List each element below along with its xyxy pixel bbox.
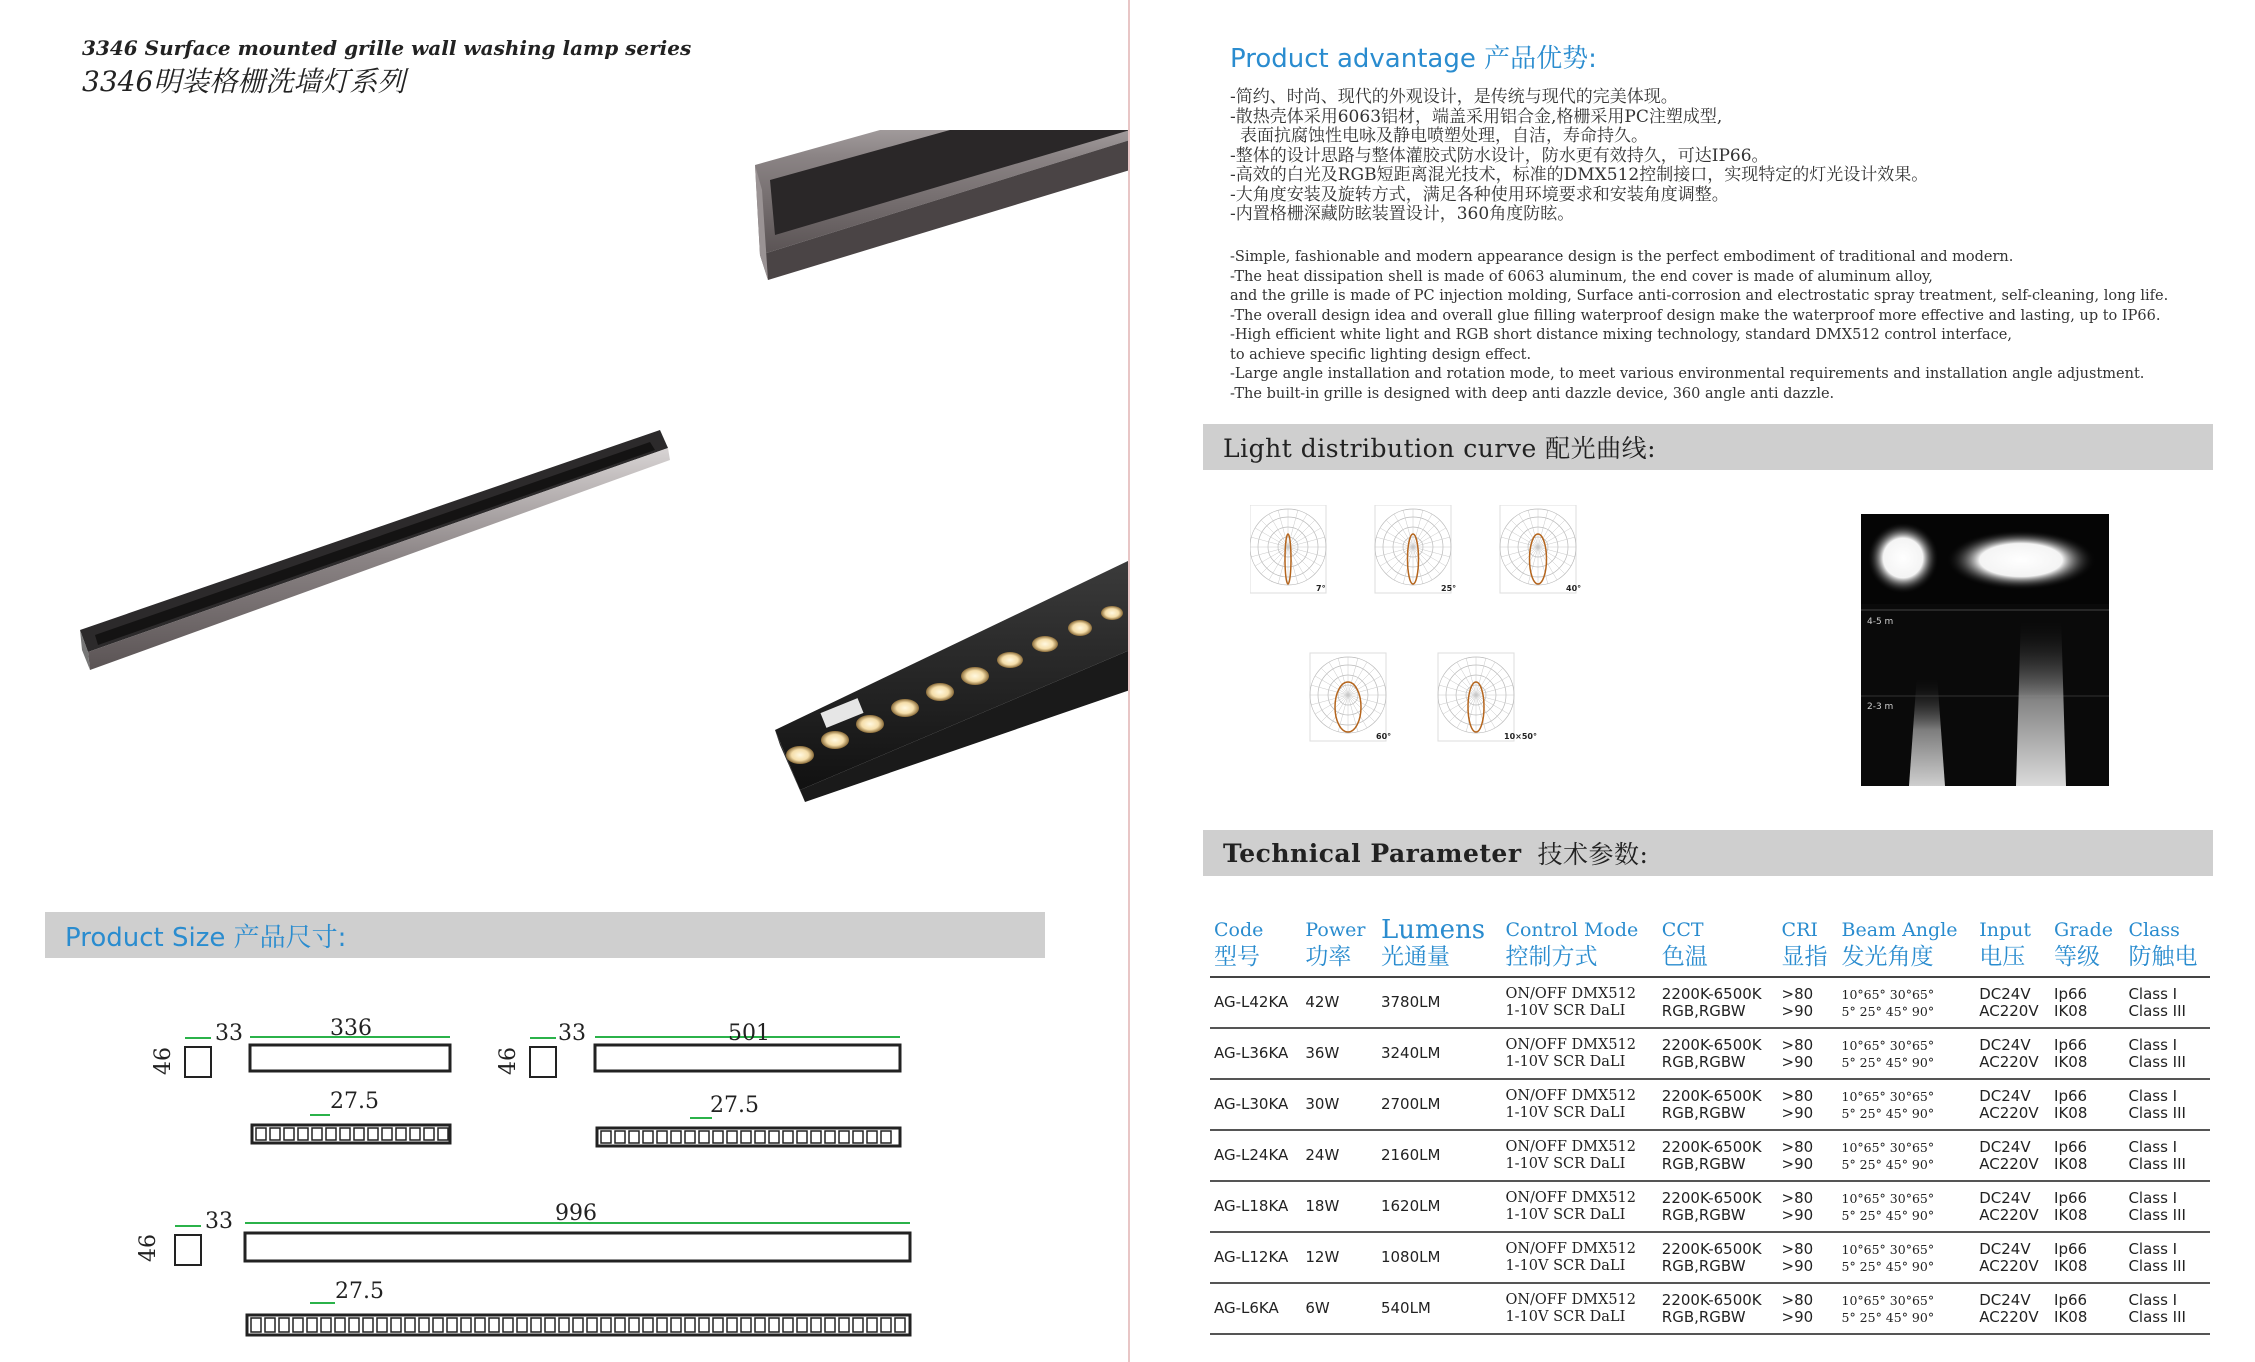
adv-cn-line: -内置格栅深藏防眩装置设计，360角度防眩。 — [1230, 204, 1575, 224]
power-cell — [1301, 977, 1377, 1028]
beam-cell — [1838, 977, 1976, 1028]
table-row — [1210, 1283, 2210, 1334]
light-distribution-band — [1203, 424, 2213, 470]
lumens-cell-value: 3240LM — [1380, 1044, 1441, 1062]
power-cell-value: 12W — [1305, 1248, 1340, 1266]
beam-cell-value: 10°65° 30°65° — [1841, 1241, 1935, 1257]
cct-cell-value: RGB,RGBW — [1661, 1001, 1746, 1020]
light-distribution-title: Light distribution curve 配光曲线: — [1223, 434, 1657, 463]
class-cell-value: Class I — [2128, 1239, 2178, 1258]
polar-angle-label: 60° — [1376, 732, 1392, 741]
beam-cell — [1838, 1130, 1976, 1181]
grade-cell — [2050, 1181, 2124, 1232]
cct-cell — [1658, 1283, 1778, 1334]
grade-cell — [2050, 1283, 2124, 1334]
large-height-label: 46 — [136, 1234, 161, 1262]
input-cell-value: DC24V — [1979, 984, 2031, 1003]
control-cell-value: ON/OFF DMX512 — [1505, 1189, 1637, 1206]
power-cell — [1301, 1079, 1377, 1130]
grade-cell-value: IK08 — [2054, 1052, 2088, 1071]
code-cell — [1210, 1232, 1301, 1283]
cri-cell — [1778, 1283, 1838, 1334]
power-cell — [1301, 1130, 1377, 1181]
column-header-cn: 功率 — [1305, 944, 1352, 970]
column-header-cn: 防触电 — [2128, 944, 2198, 970]
grade-cell — [2050, 1028, 2124, 1079]
column-header — [1838, 918, 1976, 977]
cct-cell — [1658, 1079, 1778, 1130]
input-cell — [1975, 1232, 2050, 1283]
code-cell-value: AG-L6KA — [1214, 1299, 1279, 1317]
technical-table — [1210, 915, 2210, 1335]
lumens-cell-value: 2700LM — [1380, 1095, 1441, 1113]
large-pitch-label: 27.5 — [335, 1279, 384, 1304]
beam-cell-value: 5° 25° 45° 90° — [1841, 1258, 1935, 1274]
class-cell — [2124, 1130, 2210, 1181]
class-cell-value: Class III — [2128, 1103, 2186, 1122]
cct-cell-value: RGB,RGBW — [1661, 1205, 1746, 1224]
grade-cell — [2050, 1232, 2124, 1283]
beam-cell-value: 5° 25° 45° 90° — [1841, 1054, 1935, 1070]
beam-cell-value: 10°65° 30°65° — [1841, 1292, 1935, 1308]
beam-cell-value: 10°65° 30°65° — [1841, 1088, 1935, 1104]
input-cell — [1975, 977, 2050, 1028]
column-header-en: Grade — [2054, 919, 2114, 941]
column-header-en: CRI — [1781, 919, 1818, 941]
input-cell-value: DC24V — [1979, 1290, 2031, 1309]
grade-cell-value: IK08 — [2054, 1307, 2088, 1326]
input-cell — [1975, 1130, 2050, 1181]
series-title-cn: 3346明装格栅洗墙灯系列 — [82, 65, 406, 98]
cct-cell-value: 2200K-6500K — [1661, 984, 1762, 1003]
polar-angle-label: 25° — [1441, 584, 1457, 593]
class-cell-value: Class I — [2128, 1290, 2178, 1309]
right-page — [1130, 0, 2255, 1362]
class-cell-value: Class I — [2128, 984, 2178, 1003]
polar-diagram — [1500, 505, 1581, 593]
adv-cn-line: -散热壳体采用6063铝材，端盖采用铝合金,格栅采用PC注塑成型, — [1230, 106, 1723, 127]
column-header — [1501, 918, 1657, 977]
power-cell-value: 24W — [1305, 1146, 1340, 1164]
input-cell-value: AC220V — [1979, 1154, 2039, 1173]
cri-cell-value: >80 — [1781, 1137, 1814, 1156]
control-cell-value: 1-10V SCR DaLI — [1505, 1206, 1626, 1223]
adv-en-line: -The overall design idea and overall glue filling waterproof design make the waterproof more effective and lasting, up to IP66. — [1230, 307, 2161, 324]
oval-spot — [1946, 530, 2096, 590]
code-cell-value: AG-L36KA — [1214, 1044, 1289, 1062]
adv-en-line: -Large angle installation and rotation mode, to meet various environmental requirements and installation angle adjustment. — [1230, 366, 2145, 382]
input-cell-value: AC220V — [1979, 1307, 2039, 1326]
cri-cell — [1778, 1181, 1838, 1232]
code-cell — [1210, 1181, 1301, 1232]
cct-cell-value: 2200K-6500K — [1661, 1086, 1762, 1105]
grade-cell-value: Ip66 — [2054, 1188, 2088, 1207]
control-cell — [1501, 1079, 1657, 1130]
small-height-label: 46 — [151, 1047, 176, 1075]
grade-cell — [2050, 1130, 2124, 1181]
cct-cell-value: 2200K-6500K — [1661, 1035, 1762, 1054]
adv-cn-line: -简约、时尚、现代的外观设计，是传统与现代的完美体现。 — [1230, 87, 1678, 107]
medium-pitch-label: 27.5 — [710, 1093, 759, 1118]
cri-cell — [1778, 1130, 1838, 1181]
power-cell-value: 36W — [1305, 1044, 1340, 1062]
input-cell — [1975, 1181, 2050, 1232]
dimension-medium — [496, 1021, 900, 1146]
grade-cell — [2050, 1079, 2124, 1130]
control-cell — [1501, 1028, 1657, 1079]
beam-cell-value: 5° 25° 45° 90° — [1841, 1105, 1935, 1121]
control-cell-value: ON/OFF DMX512 — [1505, 1087, 1637, 1104]
adv-en-line: -The built-in grille is designed with deep anti dazzle device, 360 angle anti dazzle. — [1230, 385, 1835, 402]
column-header-en: Class — [2128, 919, 2180, 941]
adv-cn-line: 表面抗腐蚀性电咏及静电喷塑处理，自洁，寿命持久。 — [1240, 126, 1648, 146]
grade-cell-value: Ip66 — [2054, 1239, 2088, 1258]
table-header-row — [1210, 918, 2210, 977]
beam-cell — [1838, 1181, 1976, 1232]
control-cell-value: ON/OFF DMX512 — [1505, 1036, 1637, 1053]
column-header-en: Lumens — [1380, 915, 1486, 945]
lumens-cell-value: 540LM — [1380, 1299, 1431, 1317]
control-cell-value: 1-10V SCR DaLI — [1505, 1104, 1626, 1121]
column-header-en: Input — [1979, 919, 2032, 941]
control-cell-value: ON/OFF DMX512 — [1505, 1138, 1637, 1155]
code-cell-value: AG-L24KA — [1214, 1146, 1289, 1164]
product-size-band — [45, 912, 1045, 958]
beam-cell-value: 10°65° 30°65° — [1841, 1139, 1935, 1155]
polar-curves — [1250, 505, 1690, 805]
polar-diagram — [1310, 653, 1391, 741]
beam-cell-value: 5° 25° 45° 90° — [1841, 1207, 1935, 1223]
column-header-en: Control Mode — [1505, 919, 1639, 941]
input-cell-value: DC24V — [1979, 1188, 2031, 1207]
beam-cell — [1838, 1028, 1976, 1079]
input-cell-value: AC220V — [1979, 1052, 2039, 1071]
code-cell — [1210, 1028, 1301, 1079]
small-pitch-label: 27.5 — [330, 1089, 379, 1114]
table-row — [1210, 1079, 2210, 1130]
technical-band — [1203, 830, 2213, 876]
round-spot — [1867, 522, 1939, 594]
table-row — [1210, 1232, 2210, 1283]
cct-cell — [1658, 1181, 1778, 1232]
product-size-title: Product Size 产品尺寸: — [65, 922, 347, 953]
input-cell-value: AC220V — [1979, 1205, 2039, 1224]
polar-angle-label: 10×50° — [1504, 732, 1537, 741]
fixture-bottom-right — [775, 560, 1130, 802]
table-row — [1210, 1181, 2210, 1232]
grade-cell-value: IK08 — [2054, 1256, 2088, 1275]
adv-en-line: to achieve specific lighting design effect. — [1230, 346, 1532, 363]
code-cell-value: AG-L12KA — [1214, 1248, 1289, 1266]
input-cell-value: AC220V — [1979, 1001, 2039, 1020]
lumens-cell — [1377, 1181, 1502, 1232]
cct-cell — [1658, 1232, 1778, 1283]
cri-cell-value: >80 — [1781, 1188, 1814, 1207]
column-header — [1975, 918, 2050, 977]
column-header-en: Code — [1214, 919, 1264, 941]
cct-cell-value: RGB,RGBW — [1661, 1154, 1746, 1173]
class-cell — [2124, 977, 2210, 1028]
cri-cell-value: >90 — [1781, 1205, 1814, 1224]
power-cell-value: 6W — [1305, 1299, 1330, 1317]
beam-cell-value: 10°65° 30°65° — [1841, 1037, 1935, 1053]
technical-title-cn: 技术参数: — [1537, 840, 1649, 869]
power-cell-value: 30W — [1305, 1095, 1340, 1113]
cct-cell — [1658, 977, 1778, 1028]
polar-diagram — [1438, 653, 1537, 741]
lumens-cell-value: 1620LM — [1380, 1197, 1441, 1215]
cri-cell — [1778, 977, 1838, 1028]
power-cell — [1301, 1232, 1377, 1283]
grade-cell-value: IK08 — [2054, 1103, 2088, 1122]
control-cell-value: ON/OFF DMX512 — [1505, 1291, 1637, 1308]
cri-cell-value: >80 — [1781, 1239, 1814, 1258]
class-cell-value: Class III — [2128, 1001, 2186, 1020]
series-title-en: 3346 Surface mounted grille wall washing lamp series — [82, 36, 692, 60]
cri-cell-value: >90 — [1781, 1052, 1814, 1071]
adv-cn-line: -整体的设计思路与整体灌胶式防水设计，防水更有效持久，可达IP66。 — [1230, 145, 1769, 166]
control-cell-value: 1-10V SCR DaLI — [1505, 1257, 1626, 1274]
input-cell-value: DC24V — [1979, 1137, 2031, 1156]
advantages-cn — [1230, 88, 2230, 225]
column-header — [1778, 918, 1838, 977]
distance-label-far: 4-5 m — [1867, 617, 1894, 627]
column-header-cn: 显指 — [1781, 944, 1828, 970]
control-cell-value: 1-10V SCR DaLI — [1505, 1002, 1626, 1019]
column-header — [1210, 918, 1301, 977]
power-cell — [1301, 1181, 1377, 1232]
cct-cell — [1658, 1130, 1778, 1181]
medium-length-label: 501 — [728, 1021, 770, 1046]
column-header-cn: 电压 — [1979, 944, 2026, 970]
cri-cell-value: >80 — [1781, 984, 1814, 1003]
column-header-cn: 色温 — [1661, 944, 1708, 970]
class-cell — [2124, 1028, 2210, 1079]
control-cell — [1501, 1130, 1657, 1181]
column-header — [2050, 918, 2124, 977]
class-cell-value: Class I — [2128, 1188, 2178, 1207]
lumens-cell — [1377, 1232, 1502, 1283]
class-cell — [2124, 1181, 2210, 1232]
input-cell — [1975, 1079, 2050, 1130]
input-cell-value: DC24V — [1979, 1086, 2031, 1105]
input-cell-value: AC220V — [1979, 1256, 2039, 1275]
table-row — [1210, 1130, 2210, 1181]
power-cell — [1301, 1028, 1377, 1079]
code-cell-value: AG-L30KA — [1214, 1095, 1289, 1113]
column-header-cn: 发光角度 — [1841, 944, 1934, 970]
beam-cell-value: 5° 25° 45° 90° — [1841, 1309, 1935, 1325]
beam-cell — [1838, 1232, 1976, 1283]
lumens-cell — [1377, 1283, 1502, 1334]
beam-cell-value: 5° 25° 45° 90° — [1841, 1003, 1935, 1019]
lumens-cell — [1377, 1028, 1502, 1079]
input-cell — [1975, 1283, 2050, 1334]
cri-cell-value: >80 — [1781, 1035, 1814, 1054]
polar-diagram — [1250, 505, 1326, 593]
beam-cell-value: 5° 25° 45° 90° — [1841, 1156, 1935, 1172]
adv-en-line: -The heat dissipation shell is made of 6063 aluminum, the end cover is made of aluminum alloy, — [1230, 268, 1933, 285]
cct-cell-value: 2200K-6500K — [1661, 1137, 1762, 1156]
class-cell-value: Class I — [2128, 1137, 2178, 1156]
column-header — [1658, 918, 1778, 977]
beam-cell-value: 10°65° 30°65° — [1841, 986, 1935, 1002]
class-cell-value: Class III — [2128, 1052, 2186, 1071]
control-cell — [1501, 977, 1657, 1028]
code-cell — [1210, 977, 1301, 1028]
column-header — [2124, 918, 2210, 977]
cri-cell — [1778, 1232, 1838, 1283]
column-header-cn: 型号 — [1214, 944, 1260, 970]
grade-cell-value: Ip66 — [2054, 984, 2088, 1003]
class-cell-value: Class III — [2128, 1154, 2186, 1173]
cct-cell-value: 2200K-6500K — [1661, 1188, 1762, 1207]
cri-cell-value: >90 — [1781, 1103, 1814, 1122]
advantage-title: Product advantage 产品优势: — [1230, 44, 1597, 74]
control-cell — [1501, 1181, 1657, 1232]
column-header-en: Power — [1305, 919, 1366, 941]
column-header — [1301, 918, 1377, 977]
dimension-large — [136, 1201, 910, 1335]
dimension-small — [151, 1016, 450, 1143]
control-cell-value: ON/OFF DMX512 — [1505, 1240, 1637, 1257]
cri-cell-value: >90 — [1781, 1001, 1814, 1020]
beam-cell — [1838, 1283, 1976, 1334]
class-cell — [2124, 1079, 2210, 1130]
polar-diagram — [1375, 505, 1456, 593]
cct-cell-value: RGB,RGBW — [1661, 1256, 1746, 1275]
adv-cn-line: -高效的白光及RGB短距离混光技术，标准的DMX512控制接口，实现特定的灯光设计效果。 — [1230, 165, 1929, 185]
medium-height-label: 46 — [496, 1047, 521, 1075]
grade-cell — [2050, 977, 2124, 1028]
beam-photo — [1861, 514, 2109, 786]
input-cell-value: DC24V — [1979, 1035, 2031, 1054]
large-end-width-label: 33 — [205, 1209, 233, 1234]
grade-cell-value: Ip66 — [2054, 1086, 2088, 1105]
control-cell-value: 1-10V SCR DaLI — [1505, 1053, 1626, 1070]
lumens-cell-value: 2160LM — [1380, 1146, 1441, 1164]
cct-cell-value: RGB,RGBW — [1661, 1052, 1746, 1071]
cri-cell-value: >90 — [1781, 1256, 1814, 1275]
code-cell — [1210, 1130, 1301, 1181]
control-cell-value: 1-10V SCR DaLI — [1505, 1308, 1626, 1325]
control-cell — [1501, 1232, 1657, 1283]
column-header-cn: 等级 — [2054, 944, 2101, 970]
class-cell-value: Class III — [2128, 1256, 2186, 1275]
column-header-en: CCT — [1661, 919, 1704, 941]
cct-cell-value: RGB,RGBW — [1661, 1307, 1746, 1326]
fixture-middle — [80, 430, 670, 670]
technical-title-en: Technical Parameter — [1223, 838, 1522, 868]
table-row — [1210, 1028, 2210, 1079]
grade-cell-value: IK08 — [2054, 1205, 2088, 1224]
product-photo — [0, 130, 1130, 810]
fixture-top-right — [755, 130, 1130, 280]
power-cell — [1301, 1283, 1377, 1334]
power-cell-value: 42W — [1305, 993, 1340, 1011]
beam-cell — [1838, 1079, 1976, 1130]
power-cell-value: 18W — [1305, 1197, 1340, 1215]
cri-cell-value: >80 — [1781, 1290, 1814, 1309]
code-cell-value: AG-L18KA — [1214, 1197, 1289, 1215]
cct-cell-value: 2200K-6500K — [1661, 1239, 1762, 1258]
lumens-cell — [1377, 1130, 1502, 1181]
adv-en-line: -High efficient white light and RGB short distance mixing technology, standard DMX512 control interface, — [1230, 327, 2012, 343]
grade-cell-value: IK08 — [2054, 1001, 2088, 1020]
beam-cell-value: 10°65° 30°65° — [1841, 1190, 1935, 1206]
lumens-cell — [1377, 977, 1502, 1028]
polar-angle-label: 7° — [1316, 584, 1326, 593]
cri-cell-value: >80 — [1781, 1086, 1814, 1105]
adv-en-line: and the grille is made of PC injection molding, Surface anti-corrosion and electrostatic spray treatment, self-cleaning, long life. — [1230, 288, 2169, 304]
class-cell-value: Class I — [2128, 1086, 2178, 1105]
class-cell-value: Class III — [2128, 1205, 2186, 1224]
cri-cell — [1778, 1079, 1838, 1130]
adv-cn-line: -大角度安装及旋转方式，满足各种使用环境要求和安装角度调整。 — [1230, 184, 1729, 205]
lumens-cell-value: 1080LM — [1380, 1248, 1441, 1266]
lumens-cell — [1377, 1079, 1502, 1130]
large-length-label: 996 — [555, 1201, 597, 1226]
input-cell-value: DC24V — [1979, 1239, 2031, 1258]
grade-cell-value: Ip66 — [2054, 1035, 2088, 1054]
control-cell-value: 1-10V SCR DaLI — [1505, 1155, 1626, 1172]
cct-cell-value: 2200K-6500K — [1661, 1290, 1762, 1309]
control-cell-value: ON/OFF DMX512 — [1505, 985, 1637, 1002]
code-cell — [1210, 1079, 1301, 1130]
input-cell-value: AC220V — [1979, 1103, 2039, 1122]
grade-cell-value: IK08 — [2054, 1154, 2088, 1173]
cct-cell — [1658, 1028, 1778, 1079]
control-cell — [1501, 1283, 1657, 1334]
distance-label-near: 2-3 m — [1867, 702, 1894, 712]
grade-cell-value: Ip66 — [2054, 1290, 2088, 1309]
column-header-en: Beam Angle — [1841, 919, 1958, 941]
class-cell — [2124, 1232, 2210, 1283]
advantages-en — [1230, 248, 2250, 404]
small-end-width-label: 33 — [215, 1021, 243, 1046]
class-cell-value: Class I — [2128, 1035, 2178, 1054]
column-header — [1377, 915, 1502, 977]
column-header-cn: 控制方式 — [1505, 944, 1598, 970]
class-cell-value: Class III — [2128, 1307, 2186, 1326]
dimension-drawings — [0, 990, 1130, 1362]
column-header-cn: 光通量 — [1380, 944, 1450, 970]
polar-angle-label: 40° — [1566, 584, 1582, 593]
code-cell — [1210, 1283, 1301, 1334]
cri-cell-value: >90 — [1781, 1307, 1814, 1326]
cri-cell — [1778, 1028, 1838, 1079]
small-length-label: 336 — [330, 1016, 372, 1041]
lumens-cell-value: 3780LM — [1380, 993, 1441, 1011]
adv-en-line: -Simple, fashionable and modern appearance design is the perfect embodiment of traditional and modern. — [1230, 249, 2014, 265]
code-cell-value: AG-L42KA — [1214, 993, 1289, 1011]
grade-cell-value: Ip66 — [2054, 1137, 2088, 1156]
cri-cell-value: >90 — [1781, 1154, 1814, 1173]
input-cell — [1975, 1028, 2050, 1079]
cct-cell-value: RGB,RGBW — [1661, 1103, 1746, 1122]
table-row — [1210, 977, 2210, 1028]
class-cell — [2124, 1283, 2210, 1334]
medium-end-width-label: 33 — [558, 1021, 586, 1046]
